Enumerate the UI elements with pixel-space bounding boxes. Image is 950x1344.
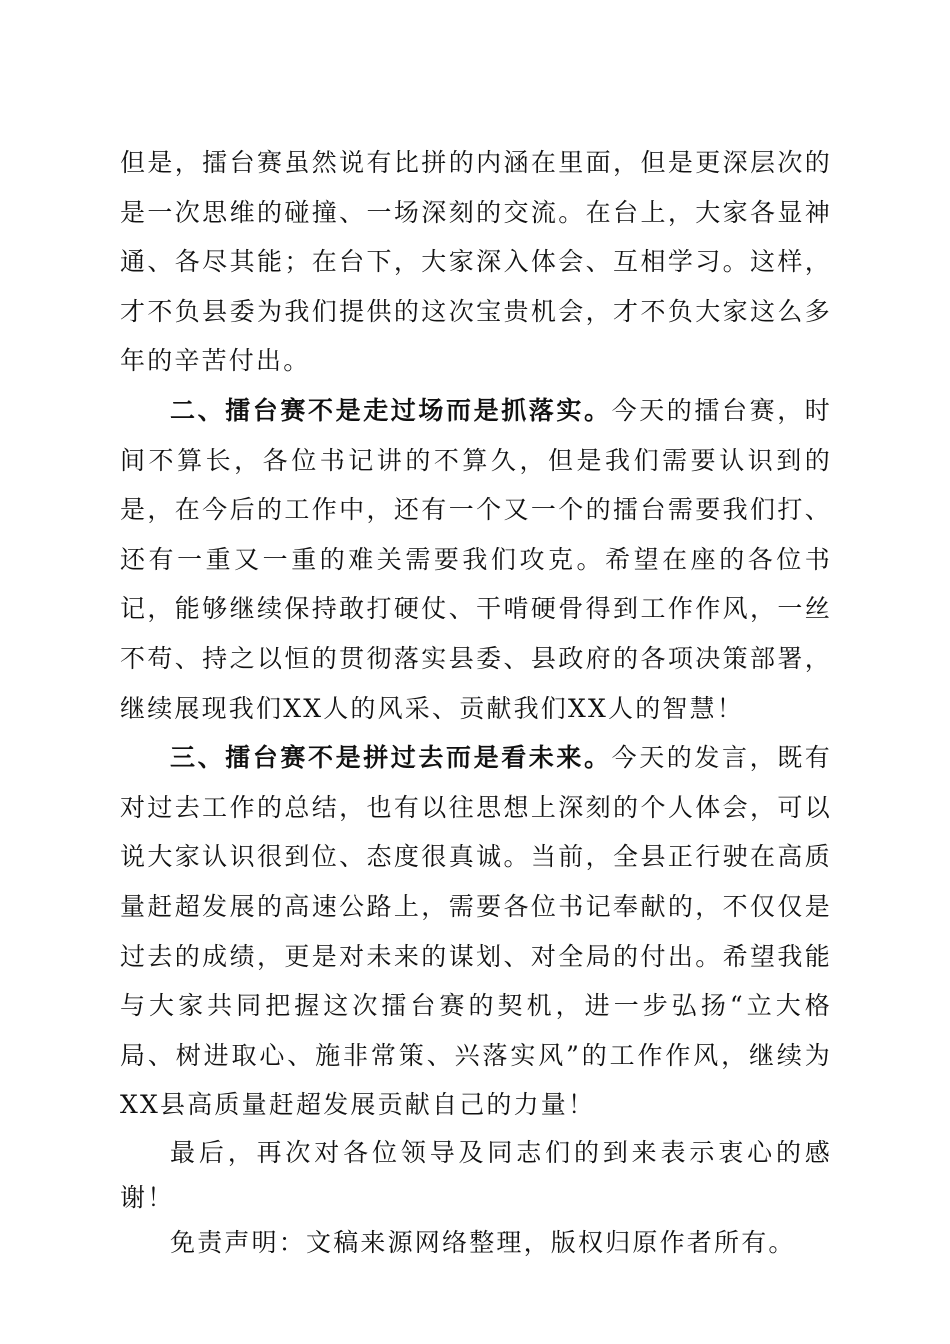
paragraph-text: 最后，再次对各位领导及同志们的到来表示衷心的感谢！ <box>120 1137 832 1212</box>
document-body <box>120 138 832 1265</box>
paragraph-text: 今天的擂台赛，时间不算长，各位书记讲的不算久，但是我们需要认识到的是，在今后的工作中，还有一个又一个的擂台需要我们打、还有一重又一重的难关需要我们攻克。希望在座的各位书记，能够继续保持敢打硬仗、干啃硬骨得到工作作风，一丝不苟、持之以恒的贯彻落实县委、县政府的各项决策部署，继续展现我们XX人的风采、贡献我们XX人的智慧！ <box>120 395 832 723</box>
paragraph-closing <box>120 1130 832 1220</box>
paragraph-section-three <box>120 733 832 1130</box>
paragraph-text: 免责声明：文稿来源网络整理，版权归原作者所有。 <box>170 1227 796 1257</box>
section-heading: 二、擂台赛不是走过场而是抓落实。 <box>170 395 612 425</box>
paragraph-text: 今天的发言，既有对过去工作的总结，也有以往思想上深刻的个人体会，可以说大家认识很到位、态度很真诚。当前，全县正行驶在高质量赶超发展的高速公路上，需要各位书记奉献的，不仅仅是过去的成绩，更是对未来的谋划、对全局的付出。希望我能与大家共同把握这次擂台赛的契机，进一步弘扬“立大格局、树进取心、施非常策、兴落实风”的工作作风，继续为XX县高质量赶超发展贡献自己的力量！ <box>120 743 832 1120</box>
paragraph-text: 但是，擂台赛虽然说有比拼的内涵在里面，但是更深层次的是一次思维的碰撞、一场深刻的交流。在台上，大家各显神通、各尽其能；在台下，大家深入体会、互相学习。这样，才不负县委为我们提供的这次宝贵机会，才不负大家这么多年的辛苦付出。 <box>120 148 832 376</box>
paragraph-intro <box>120 138 832 386</box>
paragraph-section-two <box>120 386 832 733</box>
paragraph-disclaimer <box>120 1220 832 1265</box>
section-heading: 三、擂台赛不是拼过去而是看未来。 <box>170 743 612 773</box>
